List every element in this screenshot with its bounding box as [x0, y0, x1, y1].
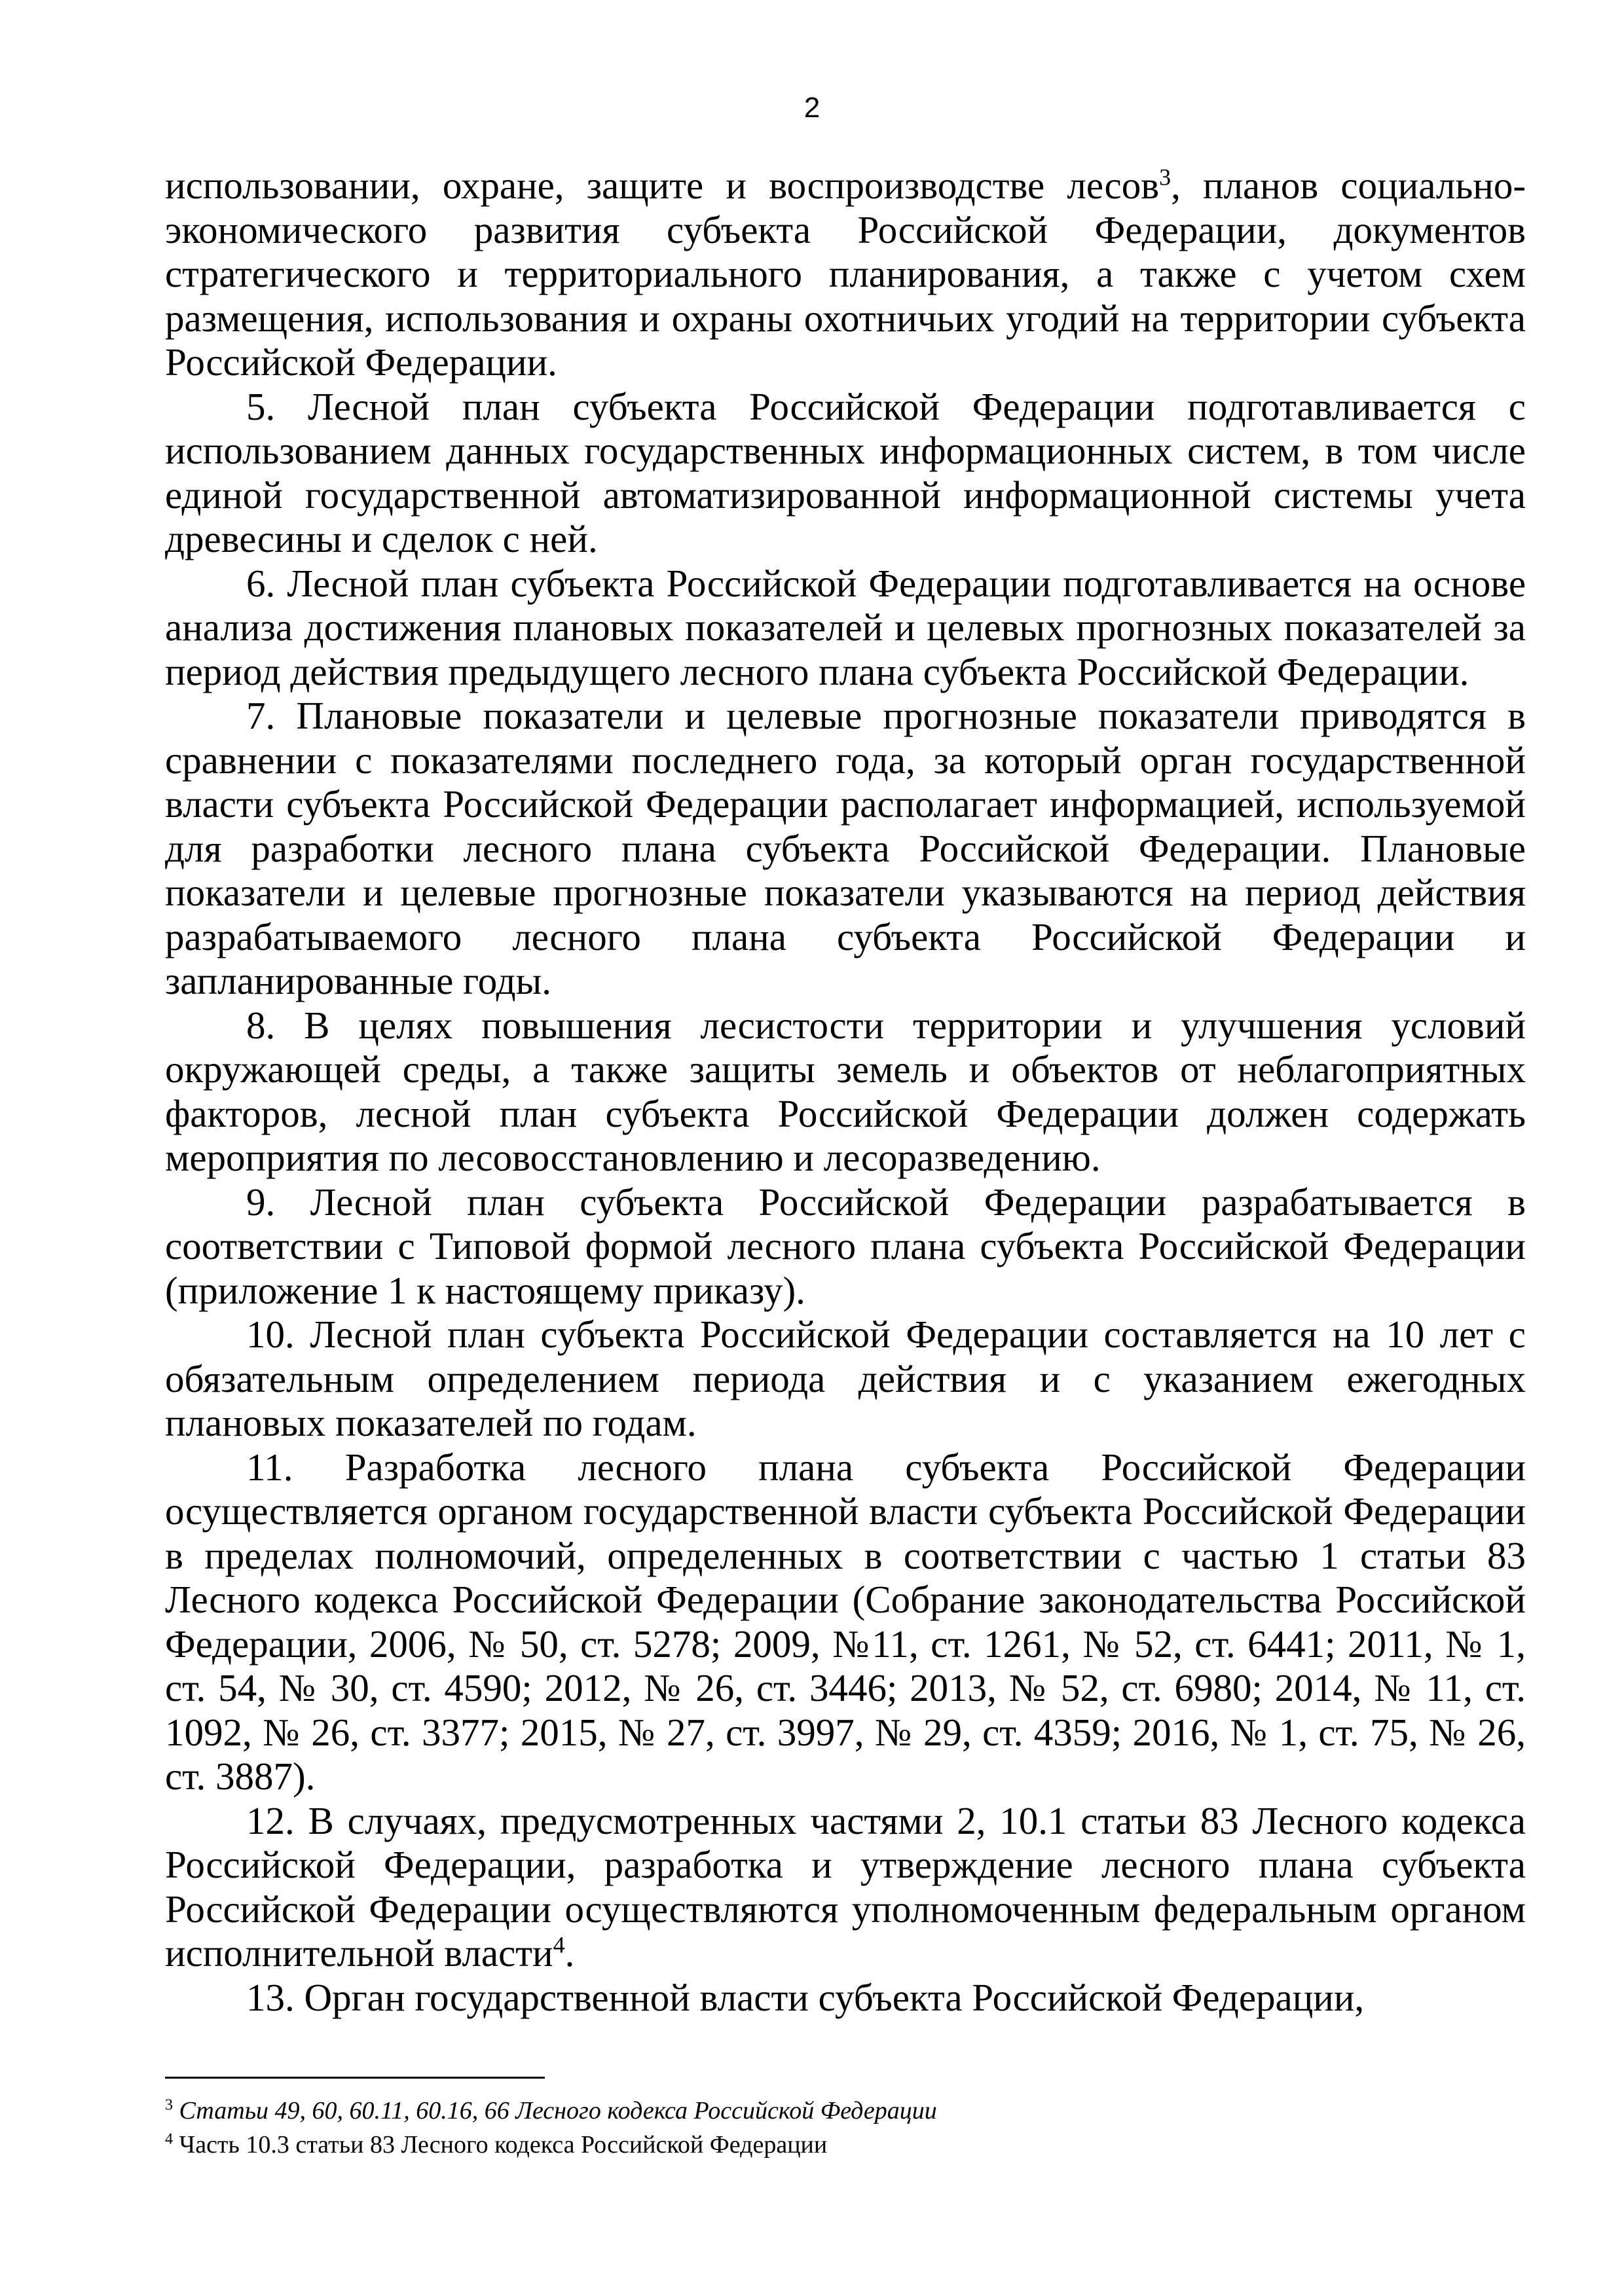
paragraph-12	[165, 1799, 1526, 1976]
footnotes	[165, 2094, 1526, 2162]
paragraph-12-end: .	[564, 1931, 575, 1975]
paragraph-8: 8. В целях повышения лесистости территории и улучшения условий окружающей среды, а также защиты земель и объектов от неблагоприятных факторов, лесной план субъекта Российской Федерации должен содержать мероприятия по лесовосстановлению и лесоразведению.	[165, 1003, 1526, 1179]
footnote-4-mark: 4	[165, 2130, 173, 2148]
page-number: 2	[803, 92, 821, 124]
footnote-ref-3: 3	[1159, 164, 1172, 191]
paragraph-9: 9. Лесной план субъекта Российской Федерации разрабатывается в соответствии с Типовой формой лесного плана субъекта Российской Федерации (приложение 1 к настоящему приказу).	[165, 1180, 1526, 1312]
intro-text-end: , планов социально-экономического развития субъекта Российской Федерации, документов стратегического и территориального планирования, а также с учетом схем размещения, использования и охраны охотничьих угодий на территории субъекта Российской Федерации.	[165, 164, 1526, 384]
footnote-ref-4: 4	[553, 1931, 565, 1958]
footnote-4-text: Часть 10.3 статьи 83 Лесного кодекса Российской Федерации	[179, 2131, 828, 2159]
paragraph-7: 7. Плановые показатели и целевые прогнозные показатели приводятся в сравнении с показателями последнего года, за который орган государственной власти субъекта Российской Федерации располагает информацией, используемой для разработки лесного плана субъекта Российской Федерации. Плановые показатели и целевые прогнозные показатели указываются на период действия разрабатываемого лесного плана субъекта Российской Федерации и запланированные годы.	[165, 694, 1526, 1002]
paragraph-10: 10. Лесной план субъекта Российской Федерации составляется на 10 лет с обязательным определением периода действия и с указанием ежегодных плановых показателей по годам.	[165, 1313, 1526, 1444]
footnote-4	[165, 2128, 1526, 2162]
paragraph-6: 6. Лесной план субъекта Российской Федерации подготавливается на основе анализа достижения плановых показателей и целевых прогнозных показателей за период действия предыдущего лесного плана субъекта Российской Федерации.	[165, 561, 1526, 693]
footnote-separator	[165, 2077, 545, 2079]
paragraph-5: 5. Лесной план субъекта Российской Федерации подготавливается с использованием данных государственных информационных систем, в том числе единой государственной автоматизированной информационной системы учета древесины и сделок с ней.	[165, 384, 1526, 560]
footnote-3	[165, 2094, 1526, 2128]
footnote-3-text: Статьи 49, 60, 60.11, 60.16, 66 Лесного кодекса Российской Федерации	[179, 2097, 937, 2124]
paragraph-12-text: 12. В случаях, предусмотренных частями 2, 10.1 статьи 83 Лесного кодекса Российской Федерации, разработка и утверждение лесного плана субъекта Российской Федерации осуществляются уполномоченным федеральным органом исполнительной власти	[165, 1798, 1526, 1975]
paragraph-intro	[165, 164, 1526, 385]
footnote-3-mark: 3	[165, 2096, 173, 2114]
document-body	[165, 164, 1526, 2020]
paragraph-13: 13. Орган государственной власти субъекта Российской Федерации,	[246, 1975, 1365, 2019]
paragraph-11: 11. Разработка лесного плана субъекта Российской Федерации осуществляется органом государственной власти субъекта Российской Федерации в пределах полномочий, определенных в соответствии с частью 1 статьи 83 Лесного кодекса Российской Федерации (Собрание законодательства Российской Федерации, 2006, № 50, ст. 5278; 2009, №11, ст. 1261, № 52, ст. 6441; 2011, № 1, ст. 54, № 30, ст. 4590; 2012, № 26, ст. 3446; 2013, № 52, ст. 6980; 2014, № 11, ст. 1092, № 26, ст. 3377; 2015, № 27, ст. 3997, № 29, ст. 4359; 2016, № 1, ст. 75, № 26, ст. 3887).	[165, 1445, 1526, 1798]
intro-text-start: использовании, охране, защите и воспроизводстве лесов	[165, 164, 1160, 207]
